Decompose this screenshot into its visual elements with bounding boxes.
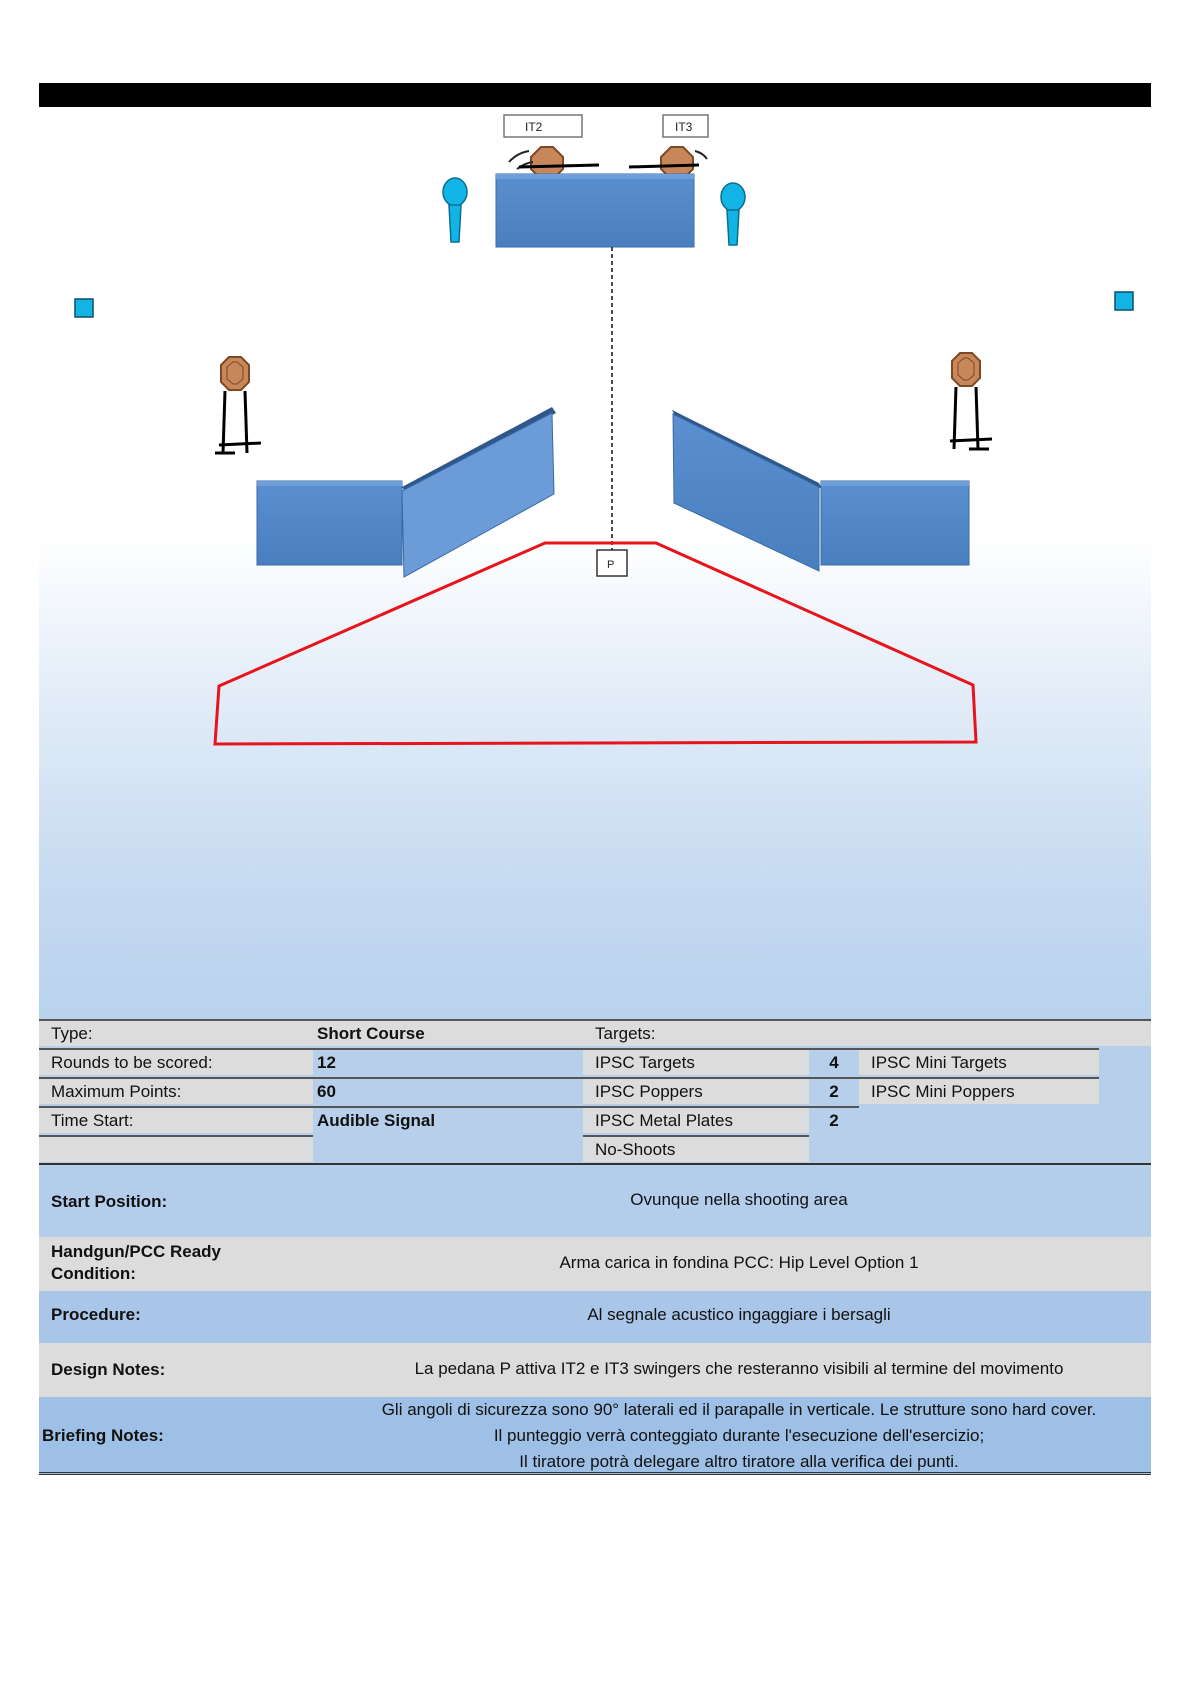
ready-condition-label (51, 1241, 221, 1285)
it3-label: IT3 (675, 120, 693, 134)
wall-right-angled (672, 410, 822, 571)
ipsc-mini-poppers-label: IPSC Mini Poppers (859, 1077, 1099, 1104)
design-notes-label: Design Notes: (51, 1360, 166, 1379)
ready-condition-text: Arma carica in fondina PCC: Hip Level Option 1 (559, 1253, 919, 1272)
procedure-row (39, 1291, 1151, 1343)
wall-left-front (257, 481, 402, 565)
briefing-notes-text (339, 1397, 1139, 1475)
metal-plates-count: 2 (809, 1106, 859, 1133)
it2-label-box (504, 115, 582, 137)
metal-plate-left (75, 299, 93, 317)
title-bar (39, 83, 1151, 107)
no-shoots-label: No-Shoots (583, 1135, 809, 1162)
time-start-value: Audible Signal (313, 1106, 583, 1133)
start-position-label: Start Position: (51, 1192, 168, 1211)
empty-label-cell (39, 1135, 313, 1162)
ipsc-targets-label: IPSC Targets (583, 1048, 809, 1075)
ipsc-targets-count: 4 (809, 1048, 859, 1075)
ready-condition-label-line-2: Condition: (51, 1264, 136, 1283)
briefing-notes-label: Briefing Notes: (42, 1426, 164, 1445)
briefing-line-2: Il punteggio verrà conteggiato durante l'esecuzione dell'esercizio; (493, 1426, 985, 1445)
wall-left-angled (402, 407, 556, 577)
design-notes-text: La pedana P attiva IT2 e IT3 swingers che resteranno visibili al termine del movimento (414, 1359, 1064, 1378)
max-points-label: Maximum Points: (39, 1077, 313, 1104)
rounds-value: 12 (313, 1048, 583, 1075)
ready-condition-label-line-1: Handgun/PCC Ready (51, 1242, 222, 1261)
popper-left (443, 178, 467, 242)
top-wall (496, 174, 694, 247)
start-position-text: Ovunque nella shooting area (630, 1190, 848, 1209)
time-start-label: Time Start: (39, 1106, 313, 1133)
it3-label-box (663, 115, 708, 137)
target-stand-left (215, 357, 261, 453)
metal-plate-right (1115, 292, 1133, 310)
procedure-label: Procedure: (51, 1305, 141, 1324)
pedal-label: P (607, 559, 615, 571)
ipsc-poppers-label: IPSC Poppers (583, 1077, 809, 1104)
pedal-p (597, 550, 627, 576)
ipsc-mini-targets-label: IPSC Mini Targets (859, 1048, 1099, 1075)
target-stand-right (950, 353, 992, 449)
ipsc-poppers-count: 2 (809, 1077, 859, 1104)
popper-right (721, 183, 745, 245)
wall-right-front (821, 481, 969, 565)
metal-plates-label: IPSC Metal Plates (583, 1106, 809, 1133)
max-points-value: 60 (313, 1077, 583, 1104)
procedure-text: Al segnale acustico ingaggiare i bersagli (587, 1305, 891, 1324)
briefing-line-1: Gli angoli di sicurezza sono 90° laterali ed il parapalle in verticale. Le strutture sono hard cover. (381, 1400, 1097, 1419)
stage-diagram (39, 107, 1151, 1019)
type-value: Short Course (313, 1019, 583, 1046)
shooting-area-fault-line (215, 543, 976, 744)
briefing-line-3: Il tiratore potrà delegare altro tiratore alla verifica dei punti. (519, 1452, 959, 1471)
ready-condition-row (39, 1237, 1151, 1291)
stage-info-table (39, 1019, 1151, 1167)
type-label: Type: (39, 1019, 313, 1046)
targets-header: Targets: (583, 1019, 1151, 1046)
briefing-notes-row (39, 1397, 1151, 1475)
start-position-row (39, 1167, 1151, 1237)
design-notes-row (39, 1343, 1151, 1397)
it2-label: IT2 (525, 120, 543, 134)
rounds-label: Rounds to be scored: (39, 1048, 313, 1075)
